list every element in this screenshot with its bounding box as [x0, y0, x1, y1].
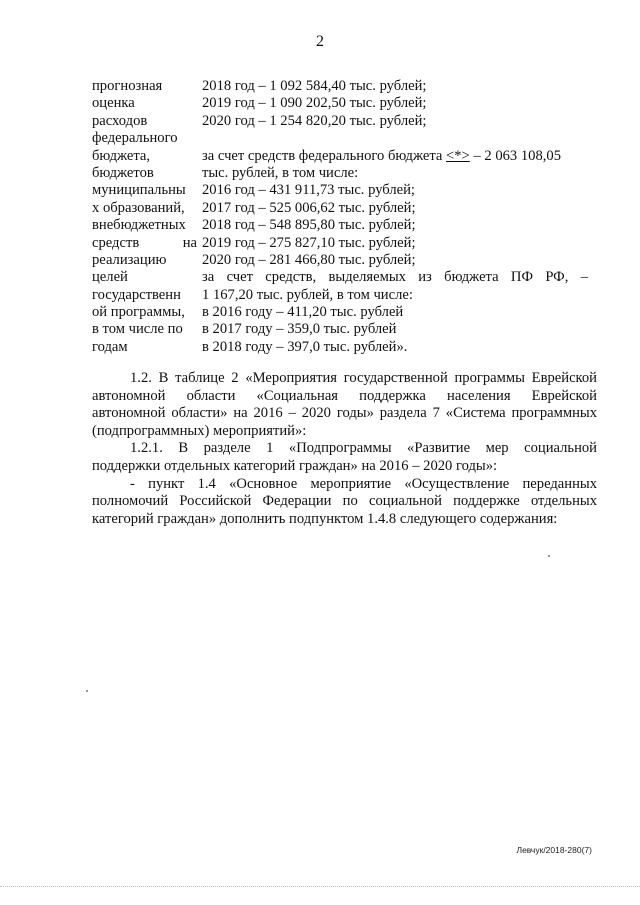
- federal-2016-line: 2016 год – 431 911,73 тыс. рублей;: [202, 182, 415, 199]
- federal-budget-prefix: за счет средств федерального бюджета: [202, 147, 447, 164]
- federal-budget-total: – 2 063 108,05: [469, 147, 562, 164]
- total-2019-line: 2019 год – 1 090 202,50 тыс. рублей;: [202, 95, 427, 112]
- pension-fund-2016: в 2016 году – 411,20 тыс. рублей: [202, 304, 404, 321]
- paragraph-3-line: полномочий Российской Федерации по социальной поддержке отдельных: [92, 493, 597, 510]
- paragraph-2-line: поддержки отдельных категорий граждан» на 2016 – 2020 годы»:: [92, 457, 498, 474]
- label-line: государственн: [92, 286, 181, 303]
- total-2018-line: 2018 год – 1 092 584,40 тыс. рублей;: [202, 78, 427, 94]
- label-line: в том числе по: [92, 321, 183, 338]
- pension-fund-2018: в 2018 году – 397,0 тыс. рублей».: [202, 338, 408, 355]
- label-line: муниципальны: [92, 182, 186, 199]
- financing-values-column: [202, 78, 588, 356]
- federal-budget-line: [202, 148, 588, 165]
- amendment-text: [92, 370, 597, 528]
- label-line: годам: [92, 338, 128, 355]
- page-number: 2: [316, 33, 324, 50]
- scan-bottom-edge: [0, 886, 640, 891]
- federal-2018-line: 2018 год – 548 895,80 тыс. рублей;: [202, 217, 416, 234]
- paragraph-1-line: автономной области» на 2016 – 2020 годы» раздела 7 «Система программных: [92, 405, 597, 422]
- paragraph-1-line: 1.2. В таблице 2 «Мероприятия государственной программы Еврейской: [130, 370, 597, 386]
- footnote-marker-link[interactable]: <*>: [446, 147, 470, 164]
- label-line: реализацию: [92, 251, 167, 268]
- pension-fund-total: 1 167,20 тыс. рублей, в том числе:: [202, 286, 413, 303]
- federal-2020-line: 2020 год – 281 466,80 тыс. рублей;: [202, 251, 416, 268]
- total-2020-line: 2020 год – 1 254 820,20 тыс. рублей;: [202, 112, 427, 129]
- label-line: бюджетов: [92, 164, 154, 181]
- paragraph-3-line: категорий граждан» дополнить подпунктом 1.4.8 следующего содержания:: [92, 510, 558, 527]
- financing-label-column: [92, 78, 197, 356]
- scan-speck: [548, 555, 550, 557]
- label-line: расходов: [92, 112, 148, 129]
- pension-fund-intro: за счет средств, выделяемых из бюджета ПФ РФ, –: [202, 269, 588, 286]
- pension-fund-2017: в 2017 году – 359,0 тыс. рублей: [202, 321, 397, 338]
- label-line: бюджета,: [92, 147, 151, 164]
- label-line: целей: [92, 269, 128, 286]
- label-line: х образований,: [92, 199, 185, 216]
- federal-2017-line: 2017 год – 525 006,62 тыс. рублей;: [202, 199, 416, 216]
- scan-speck: [86, 690, 88, 692]
- paragraph-1-line: автономной области «Социальная поддержка населения Еврейской: [92, 387, 597, 404]
- document-footer-code: Левчук/2018-280(7): [516, 845, 592, 855]
- label-line: внебюджетных: [92, 217, 186, 234]
- paragraph-3-line: - пункт 1.4 «Основное мероприятие «Осуществление переданных: [130, 475, 597, 492]
- label-line: средств на: [92, 234, 197, 251]
- federal-2019-line: 2019 год – 275 827,10 тыс. рублей;: [202, 234, 416, 251]
- label-line: федерального: [92, 130, 178, 147]
- label-line: оценка: [92, 95, 135, 112]
- label-line: прогнозная: [92, 78, 163, 94]
- paragraph-2-line: 1.2.1. В разделе 1 «Подпрограммы «Развитие мер социальной: [130, 440, 597, 457]
- label-line: ой программы,: [92, 304, 185, 321]
- paragraph-1-line: (подпрограммных) мероприятий»:: [92, 422, 307, 439]
- federal-budget-continuation: тыс. рублей, в том числе:: [202, 164, 359, 181]
